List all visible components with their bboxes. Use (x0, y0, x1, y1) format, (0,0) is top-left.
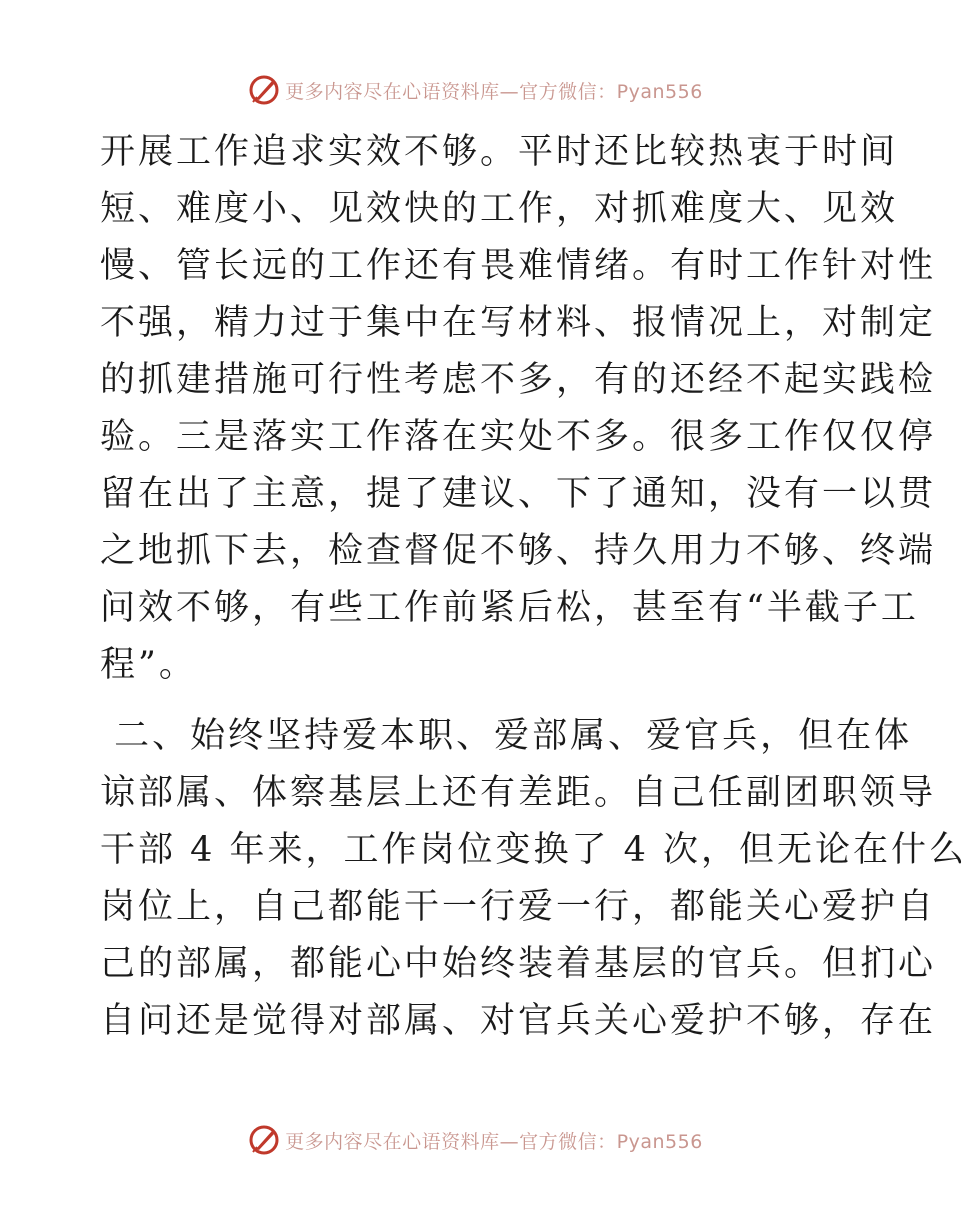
text-line: 岗位上，自己都能干一行爱一行，都能关心爱护自 (100, 887, 937, 927)
text-line: 二、始终坚持爱本职、爱部属、爱官兵，但在体 (100, 716, 913, 756)
paragraph-1 (100, 124, 937, 694)
text-line: 谅部属、体察基层上还有差距。自己任副团职领导 (100, 773, 937, 813)
text-line: 留在出了主意，提了建议、下了通知，没有一以贯 (100, 474, 937, 514)
header-banner-text: 更多内容尽在心语资料库—官方微信：Pyan556 (285, 80, 703, 103)
document-body (100, 124, 967, 1050)
text-line: 己的部属，都能心中始终装着基层的官兵。但扪心 (100, 944, 937, 984)
quill-seal-logo-icon (247, 73, 281, 107)
text-line: 干部 4 年来，工作岗位变换了 4 次，但无论在什么 (100, 830, 967, 870)
text-line: 开展工作追求实效不够。平时还比较热衷于时间 (100, 132, 899, 172)
header-banner (0, 70, 950, 110)
footer-banner (0, 1120, 950, 1160)
text-line: 之地抓下去，检查督促不够、持久用力不够、终端 (100, 531, 937, 571)
text-line: 不强，精力过于集中在写材料、报情况上，对制定 (100, 303, 937, 343)
text-line: 问效不够，有些工作前紧后松，甚至有“半截子工 (100, 588, 919, 628)
text-line: 短、难度小、见效快的工作，对抓难度大、见效 (100, 189, 899, 229)
text-line: 慢、管长远的工作还有畏难情绪。有时工作针对性 (100, 246, 937, 286)
text-line: 的抓建措施可行性考虑不多，有的还经不起实践检 (100, 360, 937, 400)
paragraph-2 (100, 708, 967, 1050)
text-line: 程”。 (100, 645, 197, 685)
text-line: 自问还是觉得对部属、对官兵关心爱护不够，存在 (100, 1001, 937, 1041)
footer-banner-text: 更多内容尽在心语资料库—官方微信：Pyan556 (285, 1130, 703, 1153)
text-line: 验。三是落实工作落在实处不多。很多工作仅仅停 (100, 417, 937, 457)
quill-seal-logo-icon (247, 1123, 281, 1157)
